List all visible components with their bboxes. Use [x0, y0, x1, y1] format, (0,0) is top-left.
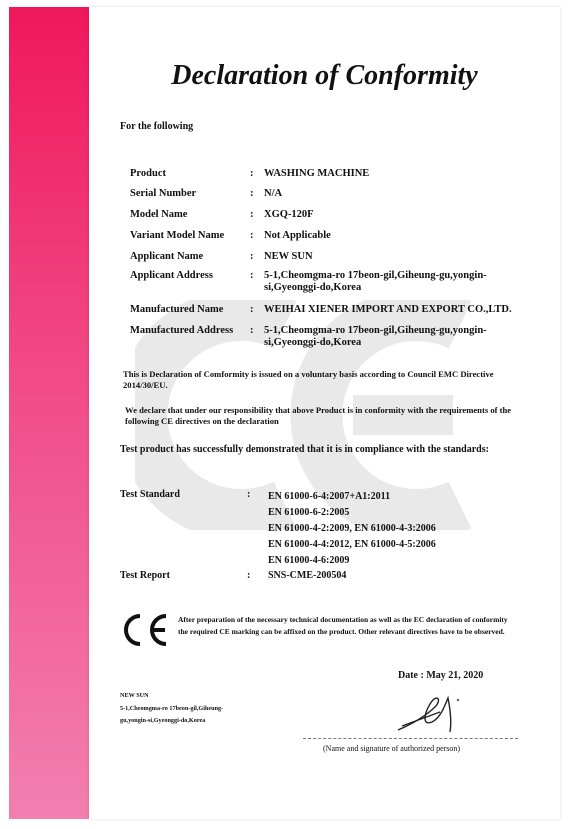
- signature-line: [303, 738, 518, 739]
- field-value: N/A: [264, 188, 283, 199]
- field-label: Applicant Name: [130, 251, 204, 262]
- test-standard-label: Test Standard: [120, 489, 180, 500]
- standard-item: EN 61000-6-4:2007+A1:2011: [268, 491, 391, 502]
- field-label: Model Name: [130, 209, 188, 220]
- field-colon: :: [250, 188, 254, 199]
- field-label: Serial Number: [130, 188, 197, 199]
- field-value: XGQ-120F: [264, 209, 314, 220]
- signature-caption: (Name and signature of authorized person): [323, 744, 461, 753]
- field-colon: :: [250, 209, 254, 220]
- footer-address-line: 5-1,Cheomgma-ro 17beon-gil,Giheung-: [120, 704, 224, 712]
- handwritten-signature: [392, 686, 470, 736]
- field-colon: :: [250, 325, 254, 336]
- field-colon: :: [250, 270, 254, 281]
- test-report-value: SNS-CME-200504: [268, 570, 347, 581]
- footer-address: [120, 690, 223, 728]
- declaration-date: Date : May 21, 2020: [398, 670, 484, 681]
- test-report-label: Test Report: [120, 570, 170, 581]
- footer-address-line: gu,yongin-si,Gyeonggi-do,Korea: [120, 717, 206, 724]
- standard-item: EN 61000-4-2:2009, EN 61000-4-3:2006: [268, 523, 436, 534]
- field-value: WASHING MACHINE: [264, 168, 370, 179]
- field-label: Product: [130, 168, 166, 179]
- standard-item: EN 61000-4-4:2012, EN 61000-4-5:2006: [268, 539, 436, 550]
- ce-marking-statement: After preparation of the necessary technical documentation as well as the EC declaration of conformity the required CE marking can be affixed on the product. Other relevant directives have to be observed.: [178, 615, 508, 636]
- intro-text: For the following: [120, 121, 194, 132]
- field-label: Manufactured Address: [130, 325, 234, 336]
- field-colon: :: [250, 251, 254, 262]
- field-value: Not Applicable: [264, 230, 331, 241]
- pink-side-band: [9, 7, 89, 819]
- test-standard-colon: :: [247, 489, 251, 500]
- footer-company: NEW SUN: [120, 692, 149, 699]
- field-colon: :: [250, 230, 254, 241]
- compliance-statement: Test product has successfully demonstrated that it is in compliance with the standards:: [120, 444, 489, 455]
- field-value: 5-1,Cheomgma-ro 17beon-gil,Giheung-gu,yongin-si,Gyeonggi-do,Korea: [264, 270, 487, 293]
- test-standard-list: [268, 489, 436, 569]
- field-label: Manufactured Name: [130, 304, 224, 315]
- page-title: Declaration of Conformity: [171, 60, 478, 91]
- ce-mark-icon: [118, 612, 170, 648]
- field-colon: :: [250, 304, 254, 315]
- field-colon: :: [250, 168, 254, 179]
- field-label: Variant Model Name: [130, 230, 225, 241]
- test-report-colon: :: [247, 570, 251, 581]
- field-value: WEIHAI XIENER IMPORT AND EXPORT CO.,LTD.: [264, 304, 512, 315]
- standard-item: EN 61000-4-6:2009: [268, 555, 350, 566]
- field-label: Applicant Address: [130, 270, 213, 281]
- field-value: 5-1,Cheomgma-ro 17beon-gil,Giheung-gu,yongin-si,Gyeonggi-do,Korea: [264, 325, 487, 348]
- field-value: NEW SUN: [264, 251, 313, 262]
- declaration-paragraph: We declare that under our responsibility that above Product is in conformity with the requirements of the following CE directives on the declaration: [125, 405, 512, 426]
- voluntary-basis-paragraph: This is Declaration of Comformity is issued on a voluntary basis according to Council EMC Directive 2014/30/EU.: [123, 369, 494, 390]
- standard-item: EN 61000-6-2:2005: [268, 507, 350, 518]
